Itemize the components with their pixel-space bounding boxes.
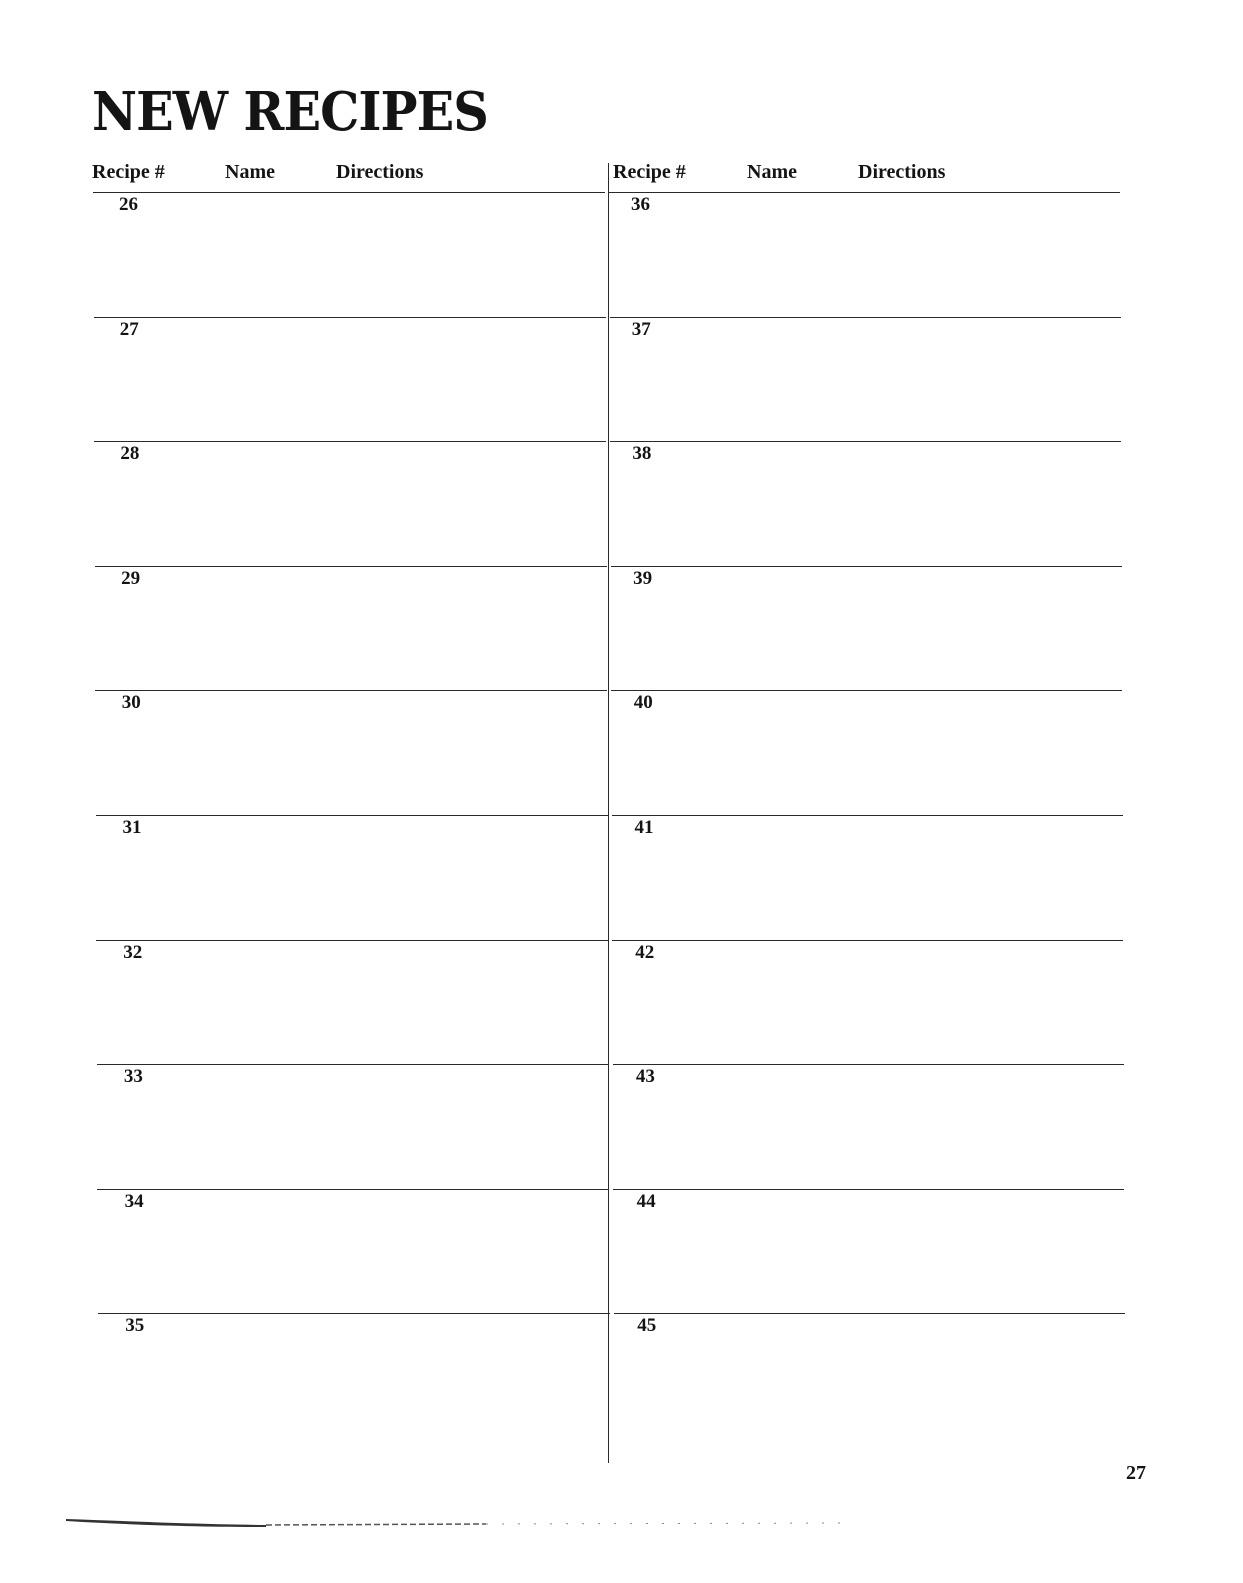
row-rule <box>95 566 607 567</box>
row-rule <box>94 441 606 442</box>
row-rule <box>609 192 1120 193</box>
row-rule <box>96 940 608 941</box>
recipe-number: 33 <box>123 1066 143 1088</box>
row-rule <box>95 690 607 691</box>
row-rule <box>97 1189 609 1190</box>
recipe-number: 32 <box>123 941 143 963</box>
page-number: 27 <box>1126 1462 1146 1484</box>
recipe-number: 29 <box>121 567 141 589</box>
row-rule <box>612 815 1123 816</box>
recipe-number: 40 <box>633 692 653 714</box>
scan-edge-shadow <box>66 1515 846 1529</box>
recipe-number: 28 <box>120 443 140 465</box>
recipe-number: 27 <box>119 318 139 340</box>
row-rule <box>614 1313 1125 1314</box>
row-rule <box>97 1064 609 1065</box>
row-rule <box>96 815 608 816</box>
name-header: Name <box>225 161 275 183</box>
recipe-number-header: Recipe # <box>613 161 686 183</box>
name-header: Name <box>747 161 797 183</box>
recipe-number: 45 <box>637 1315 657 1337</box>
recipe-number: 42 <box>635 941 655 963</box>
row-rule <box>613 1189 1124 1190</box>
column-divider <box>608 163 609 1463</box>
recipe-number: 37 <box>631 318 651 340</box>
recipe-number-header: Recipe # <box>92 161 165 183</box>
recipe-number: 43 <box>635 1066 655 1088</box>
row-rule <box>610 441 1121 442</box>
row-rule <box>98 1313 610 1314</box>
recipe-number: 41 <box>634 817 654 838</box>
row-rule <box>612 940 1123 941</box>
row-rule <box>611 690 1122 691</box>
recipe-number: 31 <box>122 817 142 838</box>
directions-header: Directions <box>858 161 946 183</box>
row-rule <box>610 317 1121 318</box>
recipe-number: 35 <box>125 1315 145 1337</box>
recipe-number: 34 <box>124 1190 144 1212</box>
recipe-number: 44 <box>636 1190 656 1212</box>
directions-header: Directions <box>336 161 424 183</box>
row-rule <box>94 317 606 318</box>
recipe-number: 26 <box>119 194 138 215</box>
recipe-number: 38 <box>632 443 652 465</box>
page-title: NEW RECIPES <box>92 81 488 143</box>
row-rule <box>613 1064 1124 1065</box>
row-rule <box>93 192 605 193</box>
recipe-number: 39 <box>633 567 653 589</box>
row-rule <box>611 566 1122 567</box>
recipe-number: 30 <box>121 692 141 714</box>
recipe-number: 36 <box>631 194 650 215</box>
